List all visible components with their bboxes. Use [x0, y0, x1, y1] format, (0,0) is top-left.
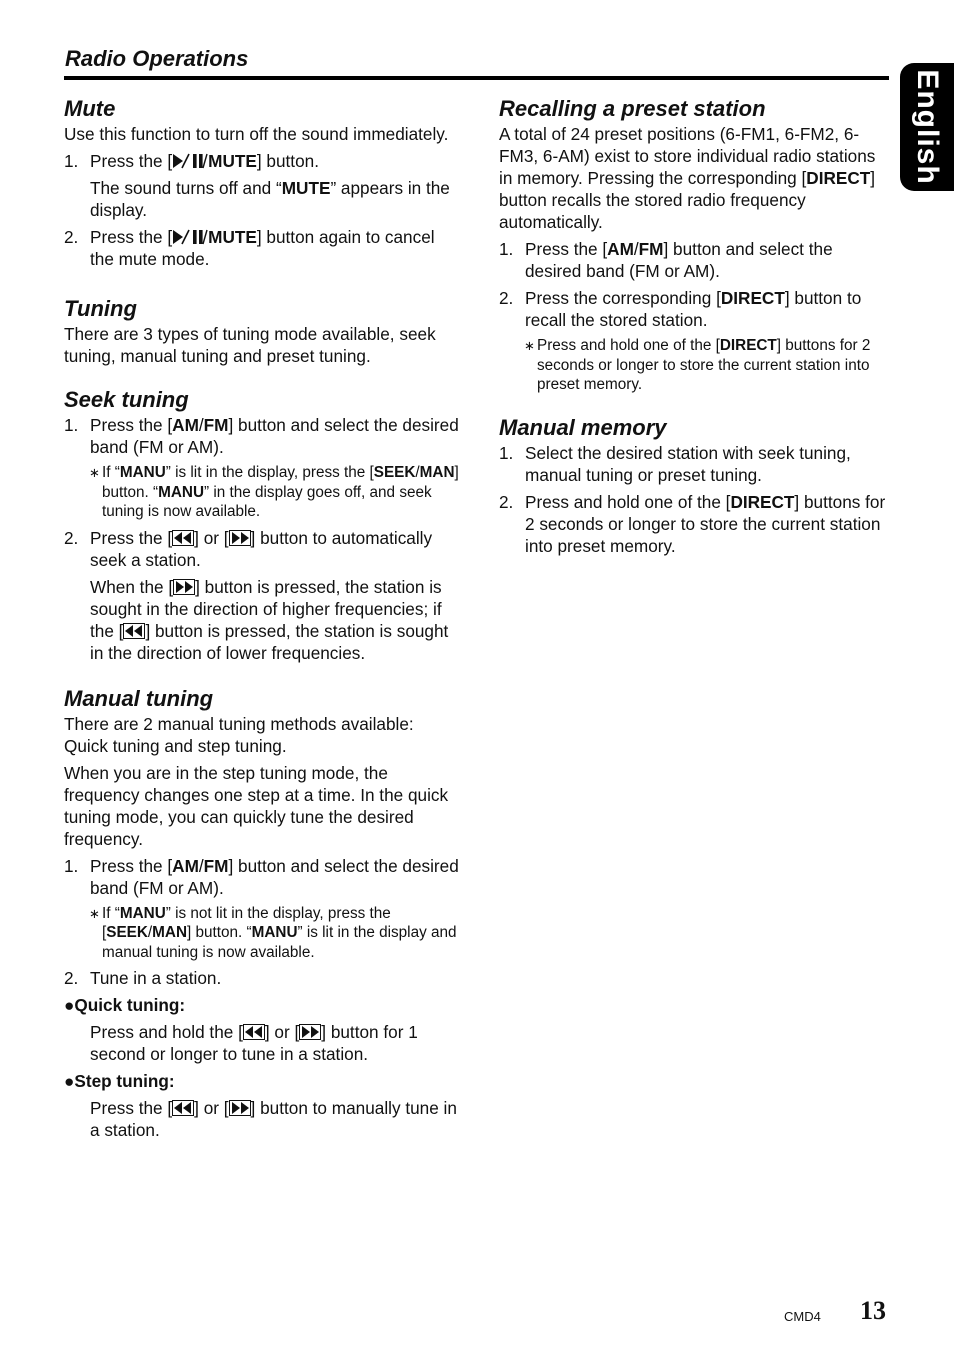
seek-down-icon — [172, 1100, 194, 1116]
left-column — [64, 95, 459, 1146]
seek-up-icon — [229, 530, 251, 546]
memory-step-1: 1. Select the desired station with seek tuning, manual tuning or preset tuning. — [499, 442, 851, 485]
recall-preset-title: Recalling a preset station — [499, 96, 766, 121]
seek-down-icon — [243, 1024, 265, 1040]
manual-step-1: 1. Press the [AM/FM] button and select the desired band (FM or AM). — [64, 855, 459, 898]
recall-intro: A total of 24 preset positions (6-FM1, 6-FM2, 6-FM3, 6-AM) exist to store individual radio stations in memory. Pressing the corresponding [DIRECT] button recalls the stored radio frequency automatically. — [499, 124, 876, 232]
manual-description: When you are in the step tuning mode, the frequency changes one step at a time. In the quick tuning mode, you can quickly tune the desired frequency. — [64, 762, 449, 849]
seek-note: ∗ If “MANU” is lit in the display, press the [SEEK/MAN] button. “MANU” in the display goes off, and seek tuning is now available. — [89, 464, 459, 520]
manual-note: ∗ If “MANU” is not lit in the display, press the [SEEK/MAN] button. “MANU” is lit in the display and manual tuning is now available. — [89, 904, 457, 961]
tuning-title: Tuning — [64, 296, 137, 321]
mute-step-2: 2. Press the [ MUTE] button again to cancel the mute mode. — [64, 227, 435, 269]
header-rule — [64, 76, 889, 80]
tuning-intro: There are 3 types of tuning mode available, seek tuning, manual tuning and preset tuning. — [64, 324, 436, 366]
seek-step-2: 2. Press the [ ] or [ ] button to automatically seek a station. — [64, 527, 433, 570]
seek-down-icon — [172, 530, 194, 546]
play-pause-icon — [172, 229, 208, 245]
mute-title: Mute — [64, 96, 116, 121]
mute-intro: Use this function to turn off the sound immediately. — [64, 124, 449, 144]
page-number: 13 — [860, 1296, 886, 1325]
seek-step-2-detail: When the [ ] button is pressed, the station is sought in the direction of higher frequencies; if the [ ] button is pressed, the station is sought in the direction of lower frequencies. — [90, 576, 449, 663]
step-tuning-text: Press the [ ] or [ ] button to manually tune in a station. — [90, 1098, 457, 1140]
seek-up-icon — [173, 579, 195, 595]
play-pause-icon — [172, 153, 208, 169]
model-code: CMD4 — [784, 1309, 821, 1324]
language-tab — [900, 63, 954, 191]
manual-step-2: 2. Tune in a station. — [64, 968, 222, 988]
seek-down-icon — [123, 623, 145, 639]
recall-step-2: 2. Press the corresponding [DIRECT] button to recall the stored station. — [499, 288, 862, 330]
right-column — [499, 95, 889, 562]
recall-note: ∗ Press and hold one of the [DIRECT] buttons for 2 seconds or longer to store the current station into preset memory. — [524, 337, 871, 393]
manual-intro: There are 2 manual tuning methods available: Quick tuning and step tuning. — [64, 713, 414, 756]
seek-up-icon — [229, 1100, 251, 1116]
mute-step-1-detail: The sound turns off and “MUTE” appears in the display. — [90, 178, 450, 220]
manual-memory-title: Manual memory — [499, 414, 667, 440]
quick-tuning-text: Press and hold the [ ] or [ ] button for 1 second or longer to tune in a station. — [90, 1022, 418, 1064]
mute-step-1: 1. Press the [ MUTE] button. — [64, 151, 319, 171]
memory-step-2: 2. Press and hold one of the [DIRECT] buttons for 2 seconds or longer to store the current station into preset memory. — [499, 491, 886, 556]
step-tuning-heading: ●Step tuning: — [64, 1071, 175, 1091]
section-header: Radio Operations — [65, 46, 249, 71]
language-tab-label: English — [911, 69, 944, 185]
recall-step-1: 1. Press the [AM/FM] button and select the desired band (FM or AM). — [499, 239, 833, 281]
seek-step-1: 1. Press the [AM/FM] button and select the desired band (FM or AM). — [64, 415, 459, 457]
seek-tuning-title: Seek tuning — [64, 387, 189, 412]
manual-tuning-title: Manual tuning — [64, 685, 214, 711]
quick-tuning-heading: ●Quick tuning: — [64, 995, 186, 1015]
seek-up-icon — [299, 1024, 321, 1040]
